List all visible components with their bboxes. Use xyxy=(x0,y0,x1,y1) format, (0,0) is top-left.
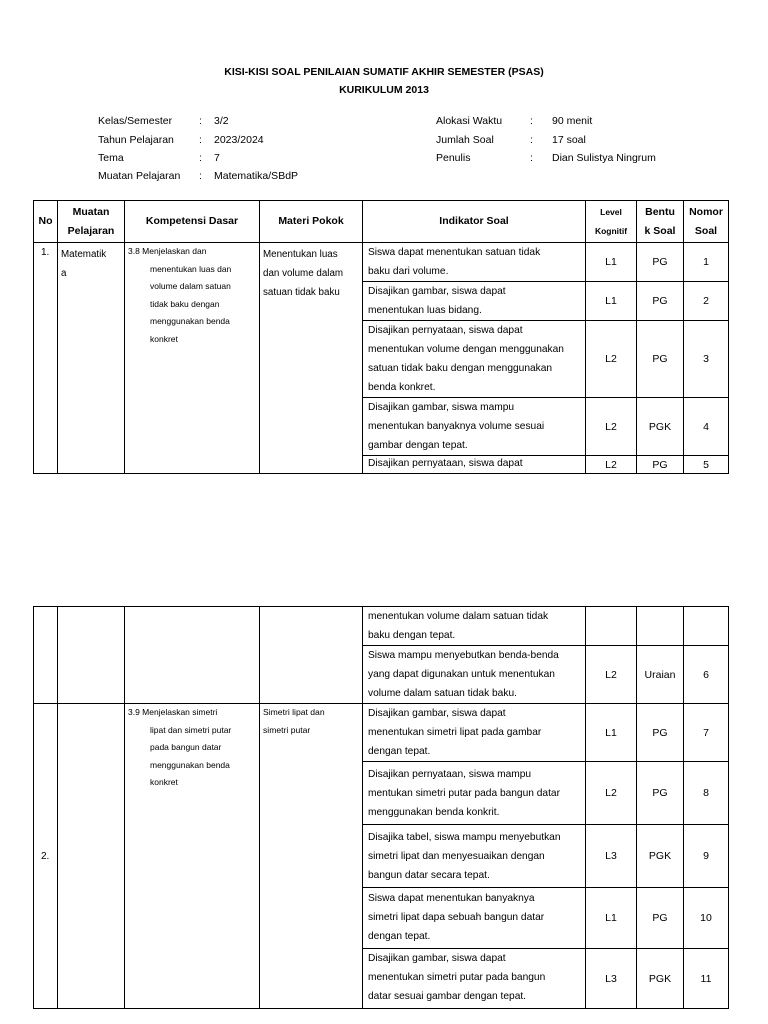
level-cell: L3 xyxy=(586,949,637,1009)
header-bentuk xyxy=(637,201,684,243)
bentuk-cell: PG xyxy=(637,888,684,949)
indikator-line: Disajikan gambar, siswa dapat xyxy=(368,286,506,297)
indikator-cell xyxy=(363,607,586,646)
meta-separator: : xyxy=(199,115,202,127)
indikator-line: Disajikan gambar, siswa mampu xyxy=(368,402,515,413)
level-cell: L1 xyxy=(586,243,637,282)
meta-value: 90 menit xyxy=(552,115,593,127)
indikator-line: dengan tepat. xyxy=(368,746,431,757)
meta-label: Kelas/Semester xyxy=(98,115,173,127)
bentuk-cell: PG xyxy=(637,456,684,474)
indikator-cell xyxy=(363,825,586,888)
indikator-line: dengan tepat. xyxy=(368,931,431,942)
document-title: KISI-KISI SOAL PENILAIAN SUMATIF AKHIR SEMESTER (PSAS) xyxy=(224,66,544,78)
nomor-cell: 9 xyxy=(684,825,729,888)
nomor-cell: 11 xyxy=(684,949,729,1009)
indikator-line: Disajika tabel, siswa mampu menyebutkan xyxy=(368,832,561,843)
row-kompetensi-dasar xyxy=(125,243,260,474)
indikator-cell xyxy=(363,704,586,762)
indikator-line: volume dalam satuan tidak baku. xyxy=(368,688,517,699)
kd-line: menentukan luas dan xyxy=(150,263,232,274)
meta-separator: : xyxy=(199,152,202,164)
header-kd-label: Kompetensi Dasar xyxy=(145,215,239,227)
level-cell: L2 xyxy=(586,762,637,825)
row-no xyxy=(34,607,58,704)
header-nomor-line1: Nomor xyxy=(689,205,723,218)
kd-line: 3.8 Menjelaskan dan xyxy=(128,246,207,256)
row-kompetensi-dasar xyxy=(125,607,260,704)
kd-line: menggunakan benda xyxy=(150,316,230,326)
indikator-line: Disajikan pernyataan, siswa dapat xyxy=(368,458,523,469)
indikator-cell xyxy=(363,949,586,1009)
nomor-cell: 7 xyxy=(684,704,729,762)
meta-separator: : xyxy=(530,115,533,127)
row-no xyxy=(34,704,58,1009)
bentuk-cell: PG xyxy=(637,243,684,282)
indikator-line: menentukan banyaknya volume sesuai xyxy=(368,421,545,432)
bentuk-cell: PG xyxy=(637,762,684,825)
kisi-kisi-table-page1 xyxy=(33,200,729,474)
nomor-cell: 6 xyxy=(684,646,729,704)
meta-label: Tahun Pelajaran xyxy=(98,134,174,146)
kd-line: konkret xyxy=(150,333,178,344)
row-materi-pokok xyxy=(260,243,363,474)
header-level-line1: Level xyxy=(600,206,622,217)
kd-line: menggunakan benda xyxy=(150,759,230,770)
indikator-cell xyxy=(363,282,586,321)
nomor-cell: 2 xyxy=(684,282,729,321)
indikator-cell xyxy=(363,321,586,398)
header-level-line2: Kognitif xyxy=(594,225,628,236)
header-no xyxy=(34,201,58,243)
materi-line: simetri putar xyxy=(263,724,311,735)
level-cell xyxy=(586,607,637,646)
meta-separator: : xyxy=(530,134,533,146)
indikator-line: Siswa dapat menentukan banyaknya xyxy=(368,893,535,904)
indikator-line: baku dengan tepat. xyxy=(368,630,456,641)
kd-line: konkret xyxy=(150,777,178,787)
meta-value: 17 soal xyxy=(552,134,586,146)
bentuk-cell: Uraian xyxy=(637,646,684,704)
indikator-line: mentukan simetri putar pada bangun datar xyxy=(368,788,560,799)
indikator-line: Disajikan gambar, siswa dapat xyxy=(368,708,506,719)
indikator-cell xyxy=(363,398,586,456)
header-materi xyxy=(260,201,363,243)
row-muatan xyxy=(58,607,125,704)
indikator-cell xyxy=(363,243,586,282)
bentuk-cell: PGK xyxy=(637,398,684,456)
header-muatan-line1: Muatan xyxy=(72,205,110,218)
header-nomor-line2: Soal xyxy=(694,224,718,237)
level-cell: L2 xyxy=(586,646,637,704)
header-nomor xyxy=(684,201,729,243)
nomor-cell: 3 xyxy=(684,321,729,398)
header-materi-label: Materi Pokok xyxy=(278,215,344,227)
header-level xyxy=(586,201,637,243)
row-no-label: 2. xyxy=(41,850,50,862)
bentuk-cell: PG xyxy=(637,321,684,398)
meta-label: Alokasi Waktu xyxy=(436,115,503,127)
bentuk-cell: PG xyxy=(637,704,684,762)
row-materi-pokok xyxy=(260,607,363,704)
indikator-line: yang dapat digunakan untuk menentukan xyxy=(368,669,555,680)
indikator-line: menentukan luas bidang. xyxy=(368,305,482,316)
indikator-line: menentukan simetri putar pada bangun xyxy=(368,972,546,983)
row-muatan xyxy=(58,704,125,1009)
kd-line: tidak baku dengan xyxy=(150,298,220,309)
bentuk-cell: PGK xyxy=(637,825,684,888)
nomor-cell: 8 xyxy=(684,762,729,825)
indikator-line: simetri lipat dapa sebuah bangun datar xyxy=(368,912,545,923)
row-muatan xyxy=(58,243,125,474)
indikator-line: Disajikan pernyataan, siswa dapat xyxy=(368,325,523,336)
nomor-cell: 10 xyxy=(684,888,729,949)
level-cell: L2 xyxy=(586,398,637,456)
indikator-line: menggunakan benda konkrit. xyxy=(368,807,500,818)
header-muatan xyxy=(58,201,125,243)
indikator-line: menentukan simetri lipat pada gambar xyxy=(368,727,542,738)
indikator-line: satuan tidak baku dengan menggunakan xyxy=(368,363,553,374)
level-cell: L1 xyxy=(586,704,637,762)
muatan-line: a xyxy=(61,268,67,279)
document-subtitle: KURIKULUM 2013 xyxy=(339,84,429,96)
row-no-label: 1. xyxy=(41,247,50,258)
indikator-cell xyxy=(363,646,586,704)
kisi-kisi-table-page2 xyxy=(33,606,729,1009)
materi-line: Menentukan luas xyxy=(263,249,338,260)
header-muatan-line2: Pelajaran xyxy=(67,224,115,237)
meta-label: Tema xyxy=(98,152,124,164)
meta-label: Muatan Pelajaran xyxy=(98,170,181,182)
indikator-line: menentukan volume dalam satuan tidak xyxy=(368,611,549,622)
indikator-cell xyxy=(363,456,586,474)
header-kd xyxy=(125,201,260,243)
row-materi-pokok xyxy=(260,704,363,1009)
indikator-line: Siswa mampu menyebutkan benda-benda xyxy=(368,650,559,661)
header-indikator-label: Indikator Soal xyxy=(439,215,509,227)
kd-line: pada bangun datar xyxy=(150,742,222,752)
bentuk-cell: PGK xyxy=(637,949,684,1009)
header-bentuk-line2: k Soal xyxy=(644,224,676,237)
header-no-label: No xyxy=(38,215,53,227)
indikator-line: bangun datar secara tepat. xyxy=(368,870,490,881)
nomor-cell: 4 xyxy=(684,398,729,456)
header-bentuk-line1: Bentu xyxy=(645,205,675,218)
row-kompetensi-dasar xyxy=(125,704,260,1009)
level-cell: L2 xyxy=(586,321,637,398)
indikator-line: benda konkret. xyxy=(368,382,436,393)
level-cell: L1 xyxy=(586,888,637,949)
header-indikator xyxy=(363,201,586,243)
meta-separator: : xyxy=(530,152,533,164)
table-row xyxy=(34,243,729,282)
table-header-row xyxy=(34,201,729,243)
indikator-cell xyxy=(363,762,586,825)
meta-separator: : xyxy=(199,134,202,146)
indikator-line: Disajikan gambar, siswa dapat xyxy=(368,953,506,964)
meta-value: Dian Sulistya Ningrum xyxy=(552,152,656,164)
indikator-cell xyxy=(363,888,586,949)
meta-label: Jumlah Soal xyxy=(436,134,494,146)
indikator-line: datar sesuai gambar dengan tepat. xyxy=(368,991,527,1002)
meta-value: Matematika/SBdP xyxy=(214,170,299,182)
level-cell: L3 xyxy=(586,825,637,888)
materi-line: dan volume dalam xyxy=(263,268,344,279)
kd-line: lipat dan simetri putar xyxy=(150,724,232,735)
bentuk-cell xyxy=(637,607,684,646)
meta-value: 2023/2024 xyxy=(214,134,264,146)
materi-line: satuan tidak baku xyxy=(263,287,340,298)
kd-line: 3.9 Menjelaskan simetri xyxy=(128,707,218,717)
meta-separator: : xyxy=(199,170,202,182)
meta-value: 7 xyxy=(214,152,220,164)
row-no xyxy=(34,243,58,474)
muatan-line: Matematik xyxy=(61,249,107,260)
table-row xyxy=(34,607,729,646)
level-cell: L2 xyxy=(586,456,637,474)
meta-label: Penulis xyxy=(436,152,471,164)
indikator-line: gambar dengan tepat. xyxy=(368,440,468,451)
indikator-line: simetri lipat dan menyesuaikan dengan xyxy=(368,851,545,862)
kd-line: volume dalam satuan xyxy=(150,281,231,291)
nomor-cell: 5 xyxy=(684,456,729,474)
nomor-cell xyxy=(684,607,729,646)
bentuk-cell: PG xyxy=(637,282,684,321)
table-row xyxy=(34,704,729,762)
meta-value: 3/2 xyxy=(214,115,229,127)
indikator-line: Siswa dapat menentukan satuan tidak xyxy=(368,247,541,258)
indikator-line: baku dari volume. xyxy=(368,266,449,277)
level-cell: L1 xyxy=(586,282,637,321)
nomor-cell: 1 xyxy=(684,243,729,282)
materi-line: Simetri lipat dan xyxy=(263,707,325,717)
indikator-line: menentukan volume dengan menggunakan xyxy=(368,344,564,355)
indikator-line: Disajikan pernyataan, siswa mampu xyxy=(368,769,532,780)
